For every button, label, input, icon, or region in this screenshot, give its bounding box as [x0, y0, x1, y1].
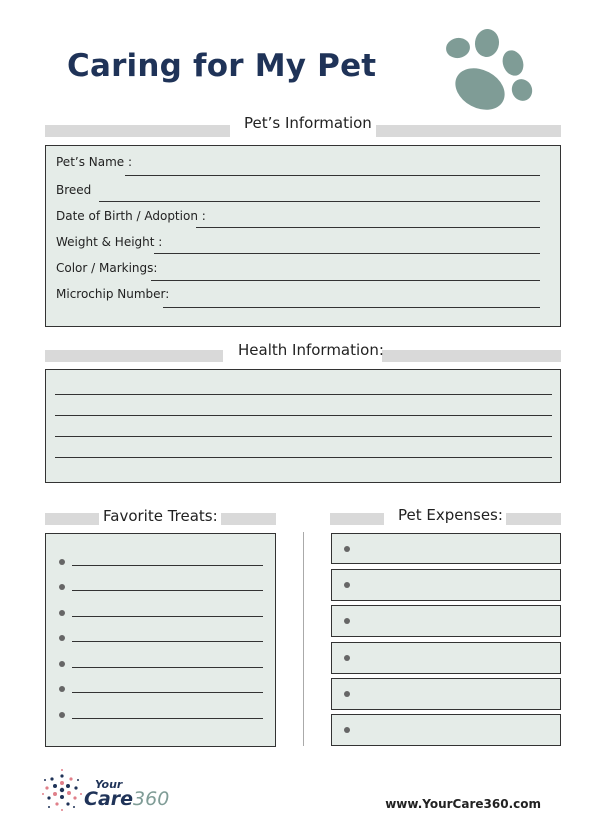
- section-bar-left: [45, 350, 223, 362]
- logo-your-text: Your: [95, 778, 123, 791]
- treat-line-5[interactable]: [72, 667, 263, 668]
- bullet-icon: [344, 655, 350, 661]
- expense-entry-2[interactable]: [331, 569, 561, 601]
- logo-care-text: [84, 788, 169, 810]
- logo-care: Care: [84, 788, 134, 810]
- page-title: Caring for My Pet: [67, 48, 377, 84]
- treat-line-3[interactable]: [72, 616, 263, 617]
- yourcare360-logo-icon: [40, 768, 84, 812]
- bullet-icon: [59, 584, 65, 590]
- bullet-icon: [59, 686, 65, 692]
- expense-entry-5[interactable]: [331, 678, 561, 710]
- treat-line-6[interactable]: [72, 692, 263, 693]
- logo-360: 360: [133, 788, 170, 810]
- section-bar-right: [506, 513, 561, 525]
- section-bar-right: [221, 513, 276, 525]
- treat-line-7[interactable]: [72, 718, 263, 719]
- microchip-field[interactable]: [163, 307, 540, 308]
- column-divider: [303, 532, 304, 746]
- weight-height-label: Weight & Height :: [56, 235, 163, 249]
- expense-entry-1[interactable]: [331, 533, 561, 564]
- bullet-icon: [344, 727, 350, 733]
- weight-height-field[interactable]: [154, 253, 540, 254]
- health-line-2[interactable]: [55, 415, 552, 416]
- health-line-3[interactable]: [55, 436, 552, 437]
- breed-field[interactable]: [99, 201, 540, 202]
- treat-line-2[interactable]: [72, 590, 263, 591]
- expense-entry-3[interactable]: [331, 605, 561, 637]
- health-heading: Health Information:: [238, 341, 384, 359]
- treat-line-4[interactable]: [72, 641, 263, 642]
- microchip-label: Microchip Number:: [56, 287, 170, 301]
- bullet-icon: [59, 635, 65, 641]
- section-bar-left: [45, 125, 230, 137]
- bullet-icon: [344, 618, 350, 624]
- health-line-4[interactable]: [55, 457, 552, 458]
- pet-name-field[interactable]: [125, 175, 540, 176]
- breed-label: Breed: [56, 183, 92, 197]
- section-bar-right: [382, 350, 561, 362]
- bullet-icon: [59, 712, 65, 718]
- pet-name-label: Pet’s Name :: [56, 155, 133, 169]
- treat-line-1[interactable]: [72, 565, 263, 566]
- website-link[interactable]: www.YourCare360.com: [385, 797, 541, 811]
- pet-info-heading: Pet’s Information: [244, 114, 372, 132]
- paw-print-icon: [440, 26, 540, 116]
- section-bar-left: [45, 513, 99, 525]
- expense-entry-6[interactable]: [331, 714, 561, 746]
- bullet-icon: [59, 661, 65, 667]
- treats-heading: Favorite Treats:: [103, 507, 218, 525]
- bullet-icon: [59, 610, 65, 616]
- dob-field[interactable]: [196, 227, 540, 228]
- expenses-heading: Pet Expenses:: [398, 506, 503, 524]
- section-bar-right: [376, 125, 561, 137]
- section-bar-left: [330, 513, 384, 525]
- bullet-icon: [344, 582, 350, 588]
- color-markings-label: Color / Markings:: [56, 261, 158, 275]
- health-line-1[interactable]: [55, 394, 552, 395]
- dob-label: Date of Birth / Adoption :: [56, 209, 206, 223]
- expense-entry-4[interactable]: [331, 642, 561, 674]
- bullet-icon: [59, 559, 65, 565]
- bullet-icon: [344, 691, 350, 697]
- color-markings-field[interactable]: [151, 280, 540, 281]
- bullet-icon: [344, 546, 350, 552]
- health-box: [45, 369, 561, 483]
